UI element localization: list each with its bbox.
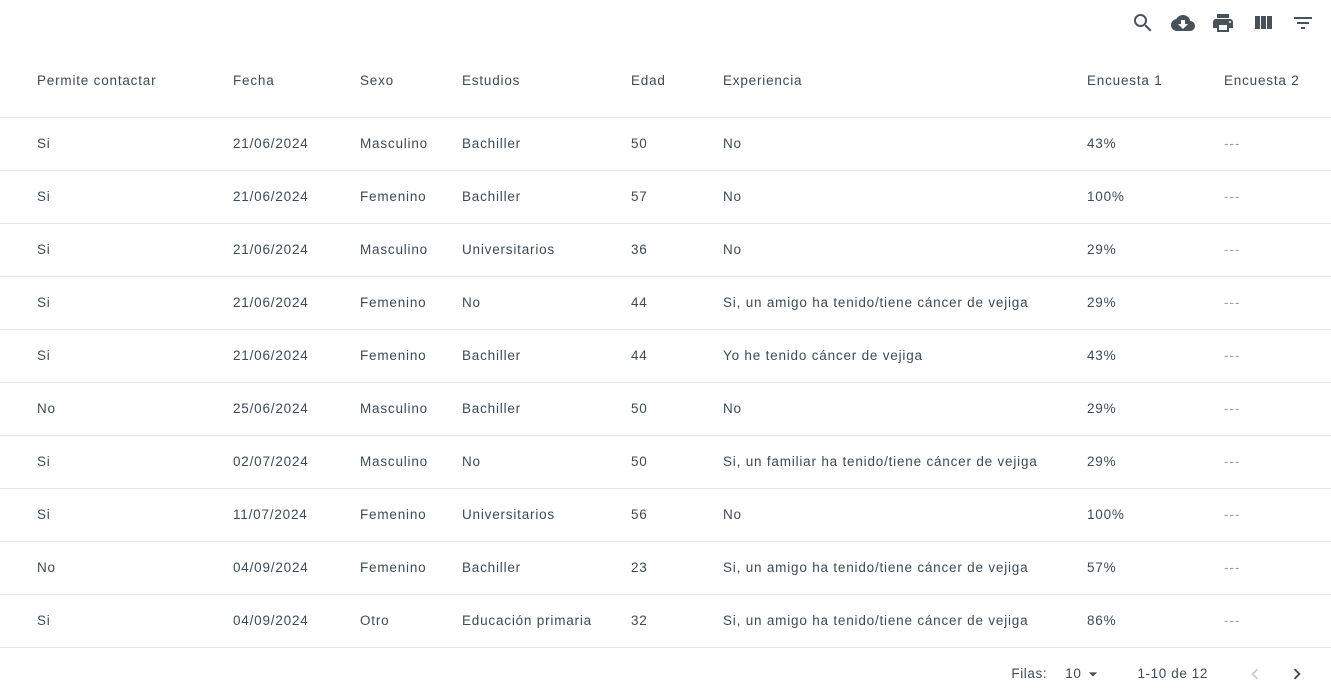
data-table	[0, 45, 1331, 648]
cell: 50	[631, 435, 723, 488]
cell: 50	[631, 117, 723, 170]
cell: 57	[631, 170, 723, 223]
cell: Si	[0, 435, 233, 488]
cell: Si	[0, 594, 233, 647]
cell: 56	[631, 488, 723, 541]
rows-per-page-value: 10	[1065, 666, 1082, 682]
cell: Educación primaria	[462, 594, 631, 647]
cell: No	[462, 435, 631, 488]
col-header-fecha[interactable]: Fecha	[233, 45, 360, 117]
cell: No	[723, 488, 1087, 541]
cell: Si, un familiar ha tenido/tiene cáncer de vejiga	[723, 435, 1087, 488]
cell: Femenino	[360, 329, 462, 382]
filter-list-icon	[1291, 11, 1315, 35]
cell: Si	[0, 488, 233, 541]
pagination-bar	[0, 648, 1331, 700]
download-button[interactable]	[1171, 11, 1195, 35]
view-columns-button[interactable]	[1251, 11, 1275, 35]
table-row	[0, 170, 1331, 223]
cell: 21/06/2024	[233, 276, 360, 329]
cell: Bachiller	[462, 329, 631, 382]
cell: ---	[1224, 223, 1331, 276]
cell: No	[0, 382, 233, 435]
chevron-right-icon	[1286, 663, 1308, 685]
cell: Femenino	[360, 170, 462, 223]
cell: 29%	[1087, 223, 1224, 276]
cell: 23	[631, 541, 723, 594]
cell: Masculino	[360, 435, 462, 488]
cell: Bachiller	[462, 541, 631, 594]
cell: 21/06/2024	[233, 223, 360, 276]
cell: Masculino	[360, 223, 462, 276]
cell: Femenino	[360, 276, 462, 329]
col-header-encuesta-1[interactable]: Encuesta 1	[1087, 45, 1224, 117]
cell: 44	[631, 329, 723, 382]
cell: Si	[0, 329, 233, 382]
arrow-drop-down-icon	[1083, 664, 1103, 684]
next-page-button[interactable]	[1282, 659, 1312, 689]
table-row	[0, 382, 1331, 435]
cloud-download-icon	[1171, 11, 1195, 35]
cell: Si	[0, 117, 233, 170]
cell: Si	[0, 223, 233, 276]
search-icon	[1131, 11, 1155, 35]
pagination-range: 1-10 de 12	[1137, 666, 1208, 682]
cell: 36	[631, 223, 723, 276]
table-row	[0, 223, 1331, 276]
table-row	[0, 117, 1331, 170]
print-button[interactable]	[1211, 11, 1235, 35]
cell: No	[723, 382, 1087, 435]
cell: 50	[631, 382, 723, 435]
cell: 02/07/2024	[233, 435, 360, 488]
col-header-sexo[interactable]: Sexo	[360, 45, 462, 117]
search-button[interactable]	[1131, 11, 1155, 35]
cell: 21/06/2024	[233, 329, 360, 382]
cell: ---	[1224, 329, 1331, 382]
cell: ---	[1224, 594, 1331, 647]
table-toolbar	[0, 0, 1331, 45]
cell: 21/06/2024	[233, 117, 360, 170]
cell: ---	[1224, 488, 1331, 541]
cell: Masculino	[360, 382, 462, 435]
cell: 57%	[1087, 541, 1224, 594]
cell: ---	[1224, 117, 1331, 170]
cell: Bachiller	[462, 117, 631, 170]
header-row	[0, 45, 1331, 117]
cell: 29%	[1087, 382, 1224, 435]
cell: No	[723, 117, 1087, 170]
cell: Femenino	[360, 541, 462, 594]
table-row	[0, 594, 1331, 647]
cell: No	[0, 541, 233, 594]
rows-per-page-select[interactable]	[1065, 664, 1103, 684]
col-header-estudios[interactable]: Estudios	[462, 45, 631, 117]
cell: Si, un amigo ha tenido/tiene cáncer de vejiga	[723, 276, 1087, 329]
cell: No	[723, 170, 1087, 223]
cell: Si	[0, 276, 233, 329]
cell: 43%	[1087, 117, 1224, 170]
cell: 44	[631, 276, 723, 329]
cell: 29%	[1087, 276, 1224, 329]
cell: Bachiller	[462, 170, 631, 223]
col-header-encuesta-2[interactable]: Encuesta 2	[1224, 45, 1331, 117]
cell: Bachiller	[462, 382, 631, 435]
cell: 43%	[1087, 329, 1224, 382]
previous-page-button[interactable]	[1240, 659, 1270, 689]
cell: 86%	[1087, 594, 1224, 647]
cell: 32	[631, 594, 723, 647]
cell: 21/06/2024	[233, 170, 360, 223]
filter-button[interactable]	[1291, 11, 1315, 35]
cell: 04/09/2024	[233, 594, 360, 647]
cell: Femenino	[360, 488, 462, 541]
cell: Si	[0, 170, 233, 223]
cell: No	[723, 223, 1087, 276]
cell: 25/06/2024	[233, 382, 360, 435]
view-columns-icon	[1251, 11, 1275, 35]
cell: ---	[1224, 276, 1331, 329]
cell: ---	[1224, 541, 1331, 594]
cell: Yo he tenido cáncer de vejiga	[723, 329, 1087, 382]
cell: 100%	[1087, 170, 1224, 223]
chevron-left-icon	[1244, 663, 1266, 685]
table-row	[0, 329, 1331, 382]
cell: 100%	[1087, 488, 1224, 541]
cell: Si, un amigo ha tenido/tiene cáncer de vejiga	[723, 594, 1087, 647]
cell: 11/07/2024	[233, 488, 360, 541]
cell: Otro	[360, 594, 462, 647]
print-icon	[1211, 11, 1235, 35]
cell: Universitarios	[462, 488, 631, 541]
table-row	[0, 435, 1331, 488]
cell: Masculino	[360, 117, 462, 170]
col-header-edad[interactable]: Edad	[631, 45, 723, 117]
cell: 29%	[1087, 435, 1224, 488]
cell: No	[462, 276, 631, 329]
cell: Si, un amigo ha tenido/tiene cáncer de vejiga	[723, 541, 1087, 594]
cell: ---	[1224, 435, 1331, 488]
table-row	[0, 276, 1331, 329]
col-header-experiencia[interactable]: Experiencia	[723, 45, 1087, 117]
table-row	[0, 541, 1331, 594]
table-row	[0, 488, 1331, 541]
rows-per-page-label: Filas:	[1011, 666, 1048, 682]
cell: ---	[1224, 170, 1331, 223]
cell: Universitarios	[462, 223, 631, 276]
col-header-permite-contactar[interactable]: Permite contactar	[0, 45, 233, 117]
cell: 04/09/2024	[233, 541, 360, 594]
cell: ---	[1224, 382, 1331, 435]
